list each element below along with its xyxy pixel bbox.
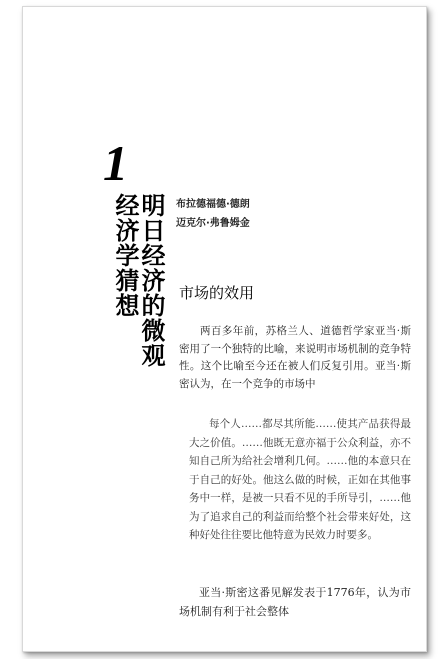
section-heading: 市场的效用 <box>179 284 255 302</box>
intro-paragraph: 两百多年前，苏格兰人、道德哲学家亚当·斯密用了一个独特的比喻，来说明市场机制的竞争特性。这个比喻至今还在被人们反复引用。亚当·斯密认为，在一个竞争的市场中 <box>179 325 411 390</box>
chapter-title-line-1: 明日经济的微观 <box>137 193 165 368</box>
author-name: 布拉德福德·德朗 <box>176 199 250 210</box>
closing-paragraph: 亚当·斯密这番见解发表于1776年，认为市场机制有利于社会整体 <box>179 586 411 618</box>
quote-paragraph: 每个人……都尽其所能……使其产品获得最大之价值。……他既无意亦福于公众利益，亦不知自己所为给社会增利几何。……他的本意只在于自己的好处。他这么做的时候，正如在其他事务中一样，是被一只看不见的手所导引，……他为了追求自己的利益而给整个社会带来好处，这种好处往往要比他特意为民效力时要多。 <box>189 418 411 541</box>
author-list <box>176 195 250 233</box>
book-page <box>22 6 427 652</box>
chapter-number: 1 <box>103 135 128 191</box>
chapter-title-line-2: 经济学猜想 <box>111 193 139 318</box>
author-name: 迈克尔·弗鲁姆金 <box>176 218 250 229</box>
